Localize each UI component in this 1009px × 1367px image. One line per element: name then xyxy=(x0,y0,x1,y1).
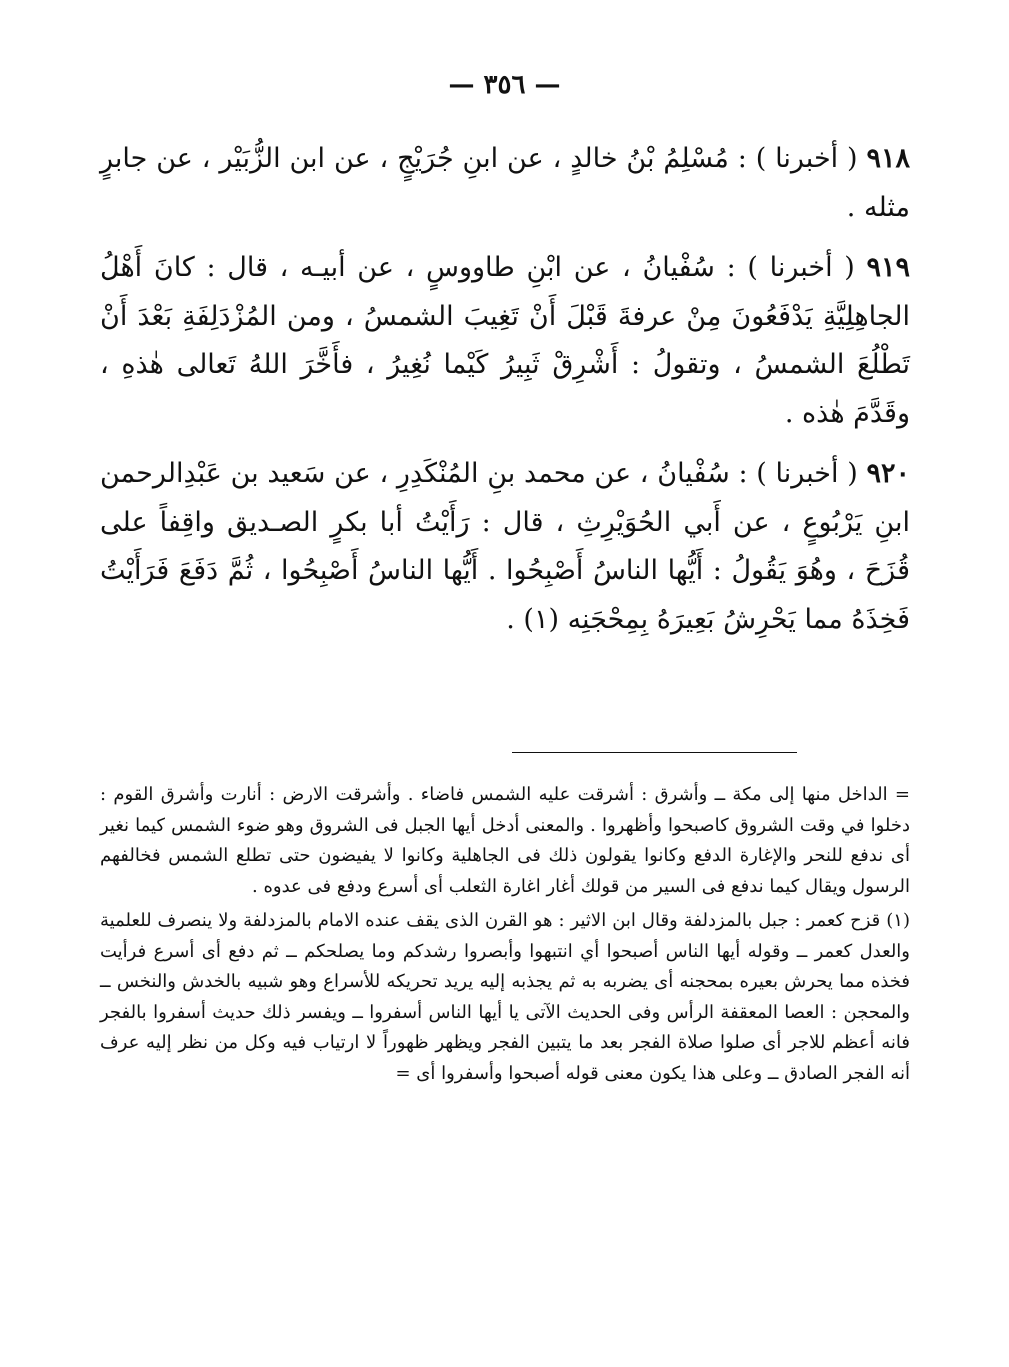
footnote-marker: (١) xyxy=(886,910,910,931)
footnote-continuation xyxy=(100,780,910,902)
hadith-number: ٩١٨ xyxy=(866,143,910,174)
footnote-marker: = xyxy=(894,784,911,805)
page-number: — ٣٥٦ — xyxy=(448,70,561,100)
footnote-text: قزح كعمر : جبل بالمزدلفة وقال ابن الاثير : هو القرن الذى يقف عنده الامام بالمزدلفة ولا ينصرف للعلمية والعدل كعمر ــ وقوله أيها الناس أصبحوا أي انتبهوا وأبصروا رشدكم وما يصلحكم ــ ثم دفع أى أسرع فرأيت فخذه مما يحرش بعيره بمحجنه أى يضربه به ثم يجذبه إليه يريد تحريكه للأسراع وهو شبيه بالخدش والنخس ــ والمحجن : العصا المعقفة الرأس وفى الحديث الآتى يا أيها الناس أسفروا ــ ويفسر ذلك حديث أسفروا بالفجر فانه أعظم للاجر أى صلوا صلاة الفجر بعد ما يتبين الفجر ويظهر ظهوراً لا ارتياب فيه وكل من نظر إليه عرف أنه الفجر الصادق ــ وعلى هذا يكون معنى قوله أصبحوا وأسفروا أى = xyxy=(100,910,910,1084)
hadith-number: ٩١٩ xyxy=(866,252,910,283)
footnote-1 xyxy=(100,906,910,1089)
hadith-919 xyxy=(100,244,910,438)
hadith-text: ( أخبرنا ) : سُفْيانُ ، عن ابْنِ طاووسٍ ، عن أبيـه ، قال : كانَ أَهْلُ الجاهِلِيَّةِ يَدْفَعُونَ مِنْ عرفةَ قَبْلَ أَنْ تَغِيبَ الشمسُ ، ومن المُزْدَلِفَةِ بَعْدَ أَنْ تَطْلُعَ الشمسُ ، وتقولُ : أَشْرِقْ ثَبِيرُ كَيْما نُغِيرُ ، فأَخَّرَ اللهُ تَعالى هٰذهِ ، وقَدَّمَ هٰذه . xyxy=(100,252,910,429)
main-text xyxy=(100,135,910,656)
footnote-divider xyxy=(512,752,797,753)
hadith-918 xyxy=(100,135,910,232)
footnotes xyxy=(100,780,910,1093)
hadith-920 xyxy=(100,450,910,644)
footnote-text: الداخل منها إلى مكة ــ وأشرق : أشرقت عليه الشمس فاضاء . وأشرقت الارض : أنارت وأشرق القوم : دخلوا في وقت الشروق كاصبحوا وأظهروا . والمعنى أدخل أيها الجبل فى الشروق وهو ضوء الشمس كيما نغير أى ندفع للنحر والإغارة الدفع وكانوا يقولون ذلك فى الجاهلية وكانوا لا يفيضون حتى تطلع الشمس فخالفهم الرسول ويقال كيما ندفع فى السير من قولك أغار اغارة الثعلب أى أسرع ودفع فى عدوه . xyxy=(100,784,910,897)
hadith-text: ( أخبرنا ) : مُسْلِمُ بْنُ خالدٍ ، عن ابنِ جُرَيْجٍ ، عن ابن الزُّبَيْر ، عن جابرٍ مثله . xyxy=(100,143,910,223)
hadith-number: ٩٢٠ xyxy=(866,458,910,489)
hadith-text: ( أخبرنا ) : سُفْيانُ ، عن محمد بنِ المُنْكَدِرِ ، عن سَعيد بن عَبْدِالرحمن ابنِ يَرْبُوعٍ ، عن أَبي الحُوَيْرِثِ ، قال : رَأَيْتُ أبا بكرٍ الصـديق واقِفاً على قُزَحَ ، وهُوَ يَقُولُ : أَيُّها الناسُ أَصْبِحُوا . أَيُّها الناسُ أَصْبِحُوا ، ثُمَّ دَفَعَ فَرَأَيْتُ فَخِذَهُ مما يَحْرِشُ بَعِيرَهُ بِمِحْجَنِه (١) . xyxy=(100,458,910,635)
